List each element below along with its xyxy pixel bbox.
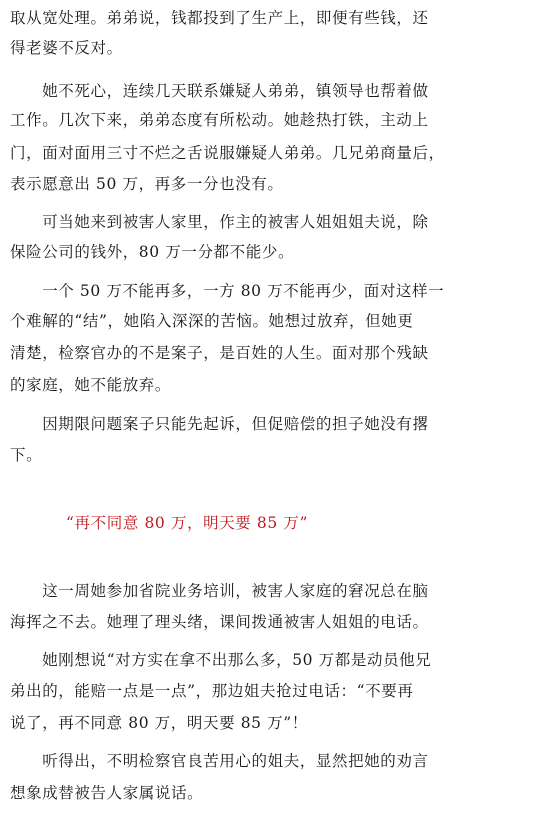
paragraph-line: 清楚，检察官办的不是案子，是百姓的人生。面对那个残缺 xyxy=(10,344,429,362)
paragraph-line: 因期限问题案子只能先起诉，但促赔偿的担子她没有撂 xyxy=(10,415,429,433)
paragraph-line: 弟出的，能赔一点是一点”，那边姐夫抢过电话：“不要再 xyxy=(10,682,414,700)
paragraph-line: 保险公司的钱外，80 万一分都不能少。 xyxy=(10,243,295,261)
paragraph-line: 想象成替被告人家属说话。 xyxy=(10,784,204,802)
paragraph-line: 说了，再不同意 80 万，明天要 85 万”！ xyxy=(10,714,308,732)
paragraph-line: 听得出，不明检察官良苦用心的姐夫，显然把她的劝言 xyxy=(10,752,429,770)
paragraph-line: 一个 50 万不能再多，一方 80 万不能再少，面对这样一 xyxy=(10,282,445,300)
paragraph-line: 取从宽处理。弟弟说，钱都投到了生产上，即便有些钱，还 xyxy=(10,9,429,27)
paragraph-line: 个难解的“结”，她陷入深深的苦恼。她想过放弃，但她更 xyxy=(10,312,414,330)
paragraph-line: 她不死心，连续几天联系嫌疑人弟弟，镇领导也帮着做 xyxy=(10,82,429,100)
paragraph-line: 她刚想说“对方实在拿不出那么多，50 万都是动员他兄 xyxy=(10,651,432,669)
paragraph-line: 下。 xyxy=(10,446,43,464)
paragraph-line: 门，面对面用三寸不烂之舌说服嫌疑人弟弟。几兄弟商量后， xyxy=(10,144,445,162)
paragraph-line: 的家庭，她不能放弃。 xyxy=(10,376,172,394)
paragraph-line: 这一周她参加省院业务培训，被害人家庭的窘况总在脑 xyxy=(10,582,429,600)
section-subheading: “再不同意 80 万，明天要 85 万” xyxy=(66,514,309,532)
paragraph-line: 可当她来到被害人家里，作主的被害人姐姐姐夫说，除 xyxy=(10,213,429,231)
paragraph-line: 工作。几次下来，弟弟态度有所松动。她趁热打铁，主动上 xyxy=(10,111,429,129)
paragraph-line: 海挥之不去。她理了理头绪，课间拨通被害人姐姐的电话。 xyxy=(10,613,429,631)
paragraph-line: 得老婆不反对。 xyxy=(10,39,123,57)
paragraph-line: 表示愿意出 50 万，再多一分也没有。 xyxy=(10,175,284,193)
